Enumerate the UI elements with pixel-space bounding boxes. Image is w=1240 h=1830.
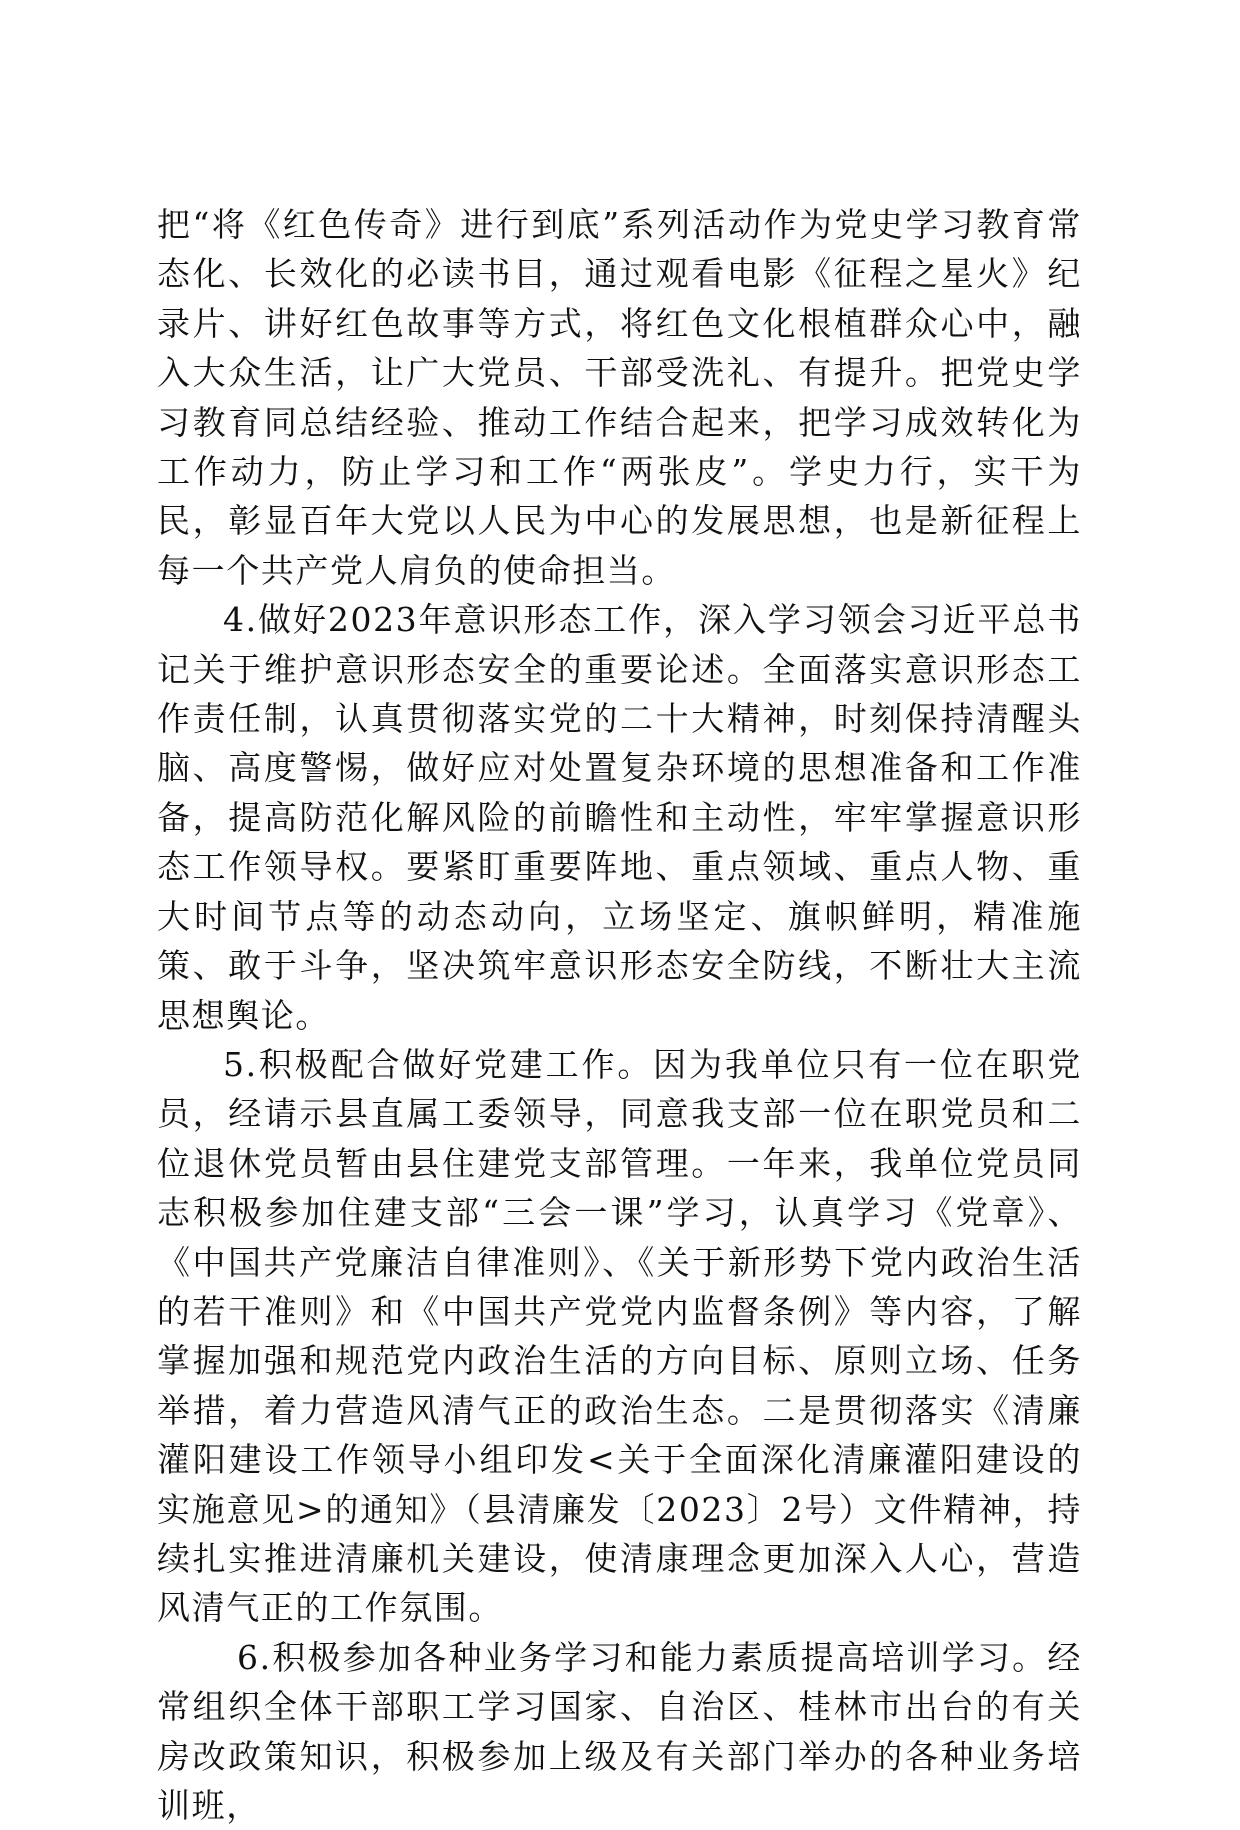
body-text — [157, 200, 1082, 1830]
paragraph-continuation: 把“将《红色传奇》进行到底”系列活动作为党史学习教育常态化、长效化的必读书目，通过观看电影《征程之星火》纪录片、讲好红色故事等方式，将红色文化根植群众心中，融入大众生活，让广大党员、干部受洗礼、有提升。把党史学习教育同总结经验、推动工作结合起来，把学习成效转化为工作动力，防止学习和工作“两张皮”。学史力行，实干为民，彰显百年大党以人民为中心的发展思想，也是新征程上每一个共产党人肩负的使命担当。 — [157, 205, 1082, 590]
paragraph-item-6: 6.积极参加各种业务学习和能力素质提高培训学习。经常组织全体干部职工学习国家、自治区、桂林市出台的有关房改政策知识，积极参加上级及有关部门举办的各种业务培训班， — [157, 1637, 1082, 1825]
paragraph-item-4: 4.做好2023年意识形态工作，深入学习领会习近平总书记关于维护意识形态安全的重要论述。全面落实意识形态工作责任制，认真贯彻落实党的二十大精神，时刻保持清醒头脑、高度警惕，做好应对处置复杂环境的思想准备和工作准备，提高防范化解风险的前瞻性和主动性，牢牢掌握意识形态工作领导权。要紧盯重要阵地、重点领域、重点人物、重大时间节点等的动态动向，立场坚定、旗帜鲜明，精准施策、敢于斗争，坚决筑牢意识形态安全防线，不断壮大主流思想舆论。 — [157, 600, 1082, 1035]
paragraph-item-5: 5.积极配合做好党建工作。因为我单位只有一位在职党员，经请示县直属工委领导，同意我支部一位在职党员和二位退休党员暂由县住建党支部管理。一年来，我单位党员同志积极参加住建支部“三会一课”学习，认真学习《党章》、《中国共产党廉洁自律准则》、《关于新形势下党内政治生活的若干准则》和《中国共产党党内监督条例》等内容，了解掌握加强和规范党内政治生活的方向目标、原则立场、任务举措，着力营造风清气正的政治生态。二是贯彻落实《清廉灌阳建设工作领导小组印发<关于全面深化清廉灌阳建设的实施意见>的通知》（县清廉发〔2023〕2号）文件精神，持续扎实推进清廉机关建设，使清康理念更加深入人心，营造风清气正的工作氛围。 — [157, 1044, 1082, 1628]
